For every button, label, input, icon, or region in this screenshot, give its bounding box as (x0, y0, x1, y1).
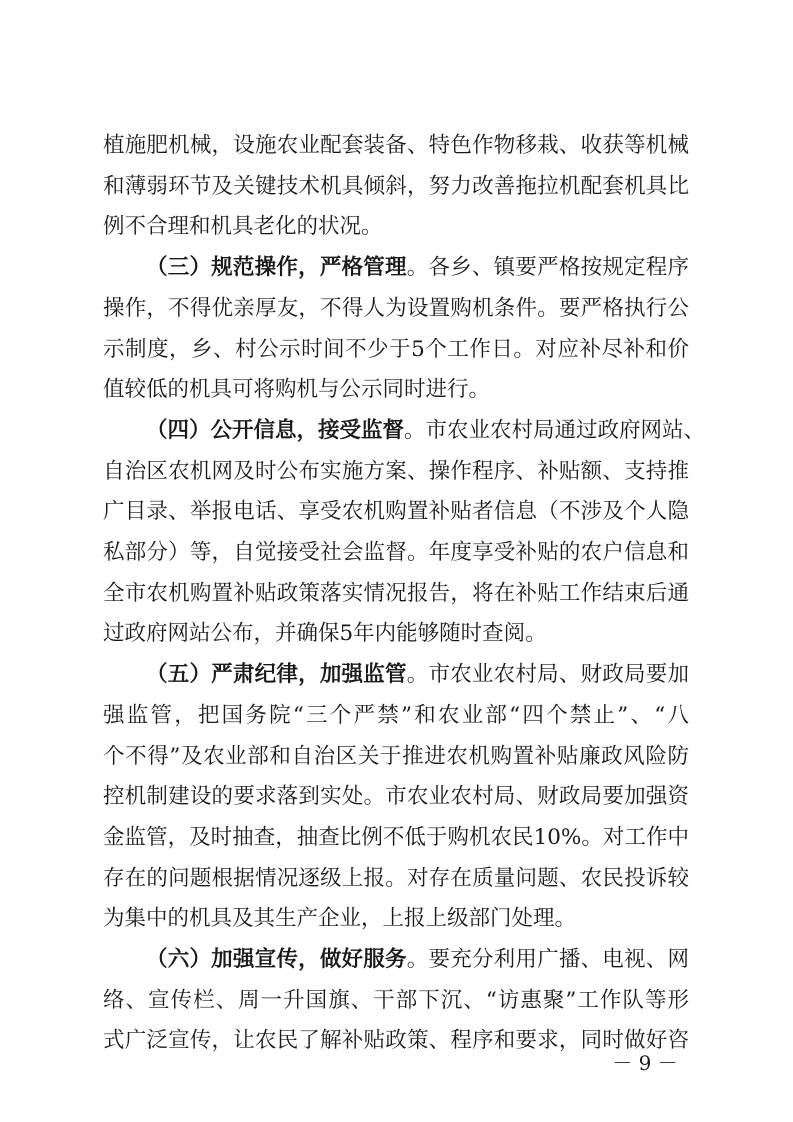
section-heading: （四）公开信息，接受监督 (146, 418, 405, 443)
text-line: 为集中的机具及其生产企业，上报上级部门处理。 (103, 906, 577, 931)
text-line: 例不合理和机具老化的状况。 (103, 214, 383, 239)
section-heading: （三）规范操作，严格管理 (146, 255, 407, 280)
section-heading: （六）加强宣传，做好服务 (146, 947, 407, 972)
text-line: 过政府网站公布，并确保5年内能够随时查阅。 (103, 621, 547, 646)
text-line: 全市农机购置补贴政策落实情况报告，将在补贴工作结束后通 (103, 581, 689, 606)
text-line: 操作，不得优亲厚友，不得人为设置购机条件。要严格执行公 (103, 296, 689, 321)
section-heading: （五）严肃纪律，加强监管 (146, 662, 407, 687)
text-line: 自治区农机网及时公布实施方案、操作程序、补贴额、支持推 (103, 459, 689, 484)
section-five-first-line (146, 657, 689, 693)
text-line: 私部分）等，自觉接受社会监督。年度享受补贴的农户信息和 (103, 540, 689, 565)
section-text: 。市农业农村局通过政府网站、 (404, 418, 706, 443)
section-six-first-line (146, 942, 689, 978)
text-line: 和薄弱环节及关键技术机具倾斜，努力改善拖拉机配套机具比 (103, 174, 689, 199)
section-four-first-line (146, 413, 706, 449)
page-number: － 9 － (612, 1051, 678, 1075)
text-line: 金监管，及时抽查，抽查比例不低于购机农民10%。对工作中 (103, 825, 689, 850)
section-three-first-line (146, 250, 689, 286)
text-line: 广目录、举报电话、享受农机购置补贴者信息（不涉及个人隐 (103, 499, 689, 524)
text-line: 植施肥机械，设施农业配套装备、特色作物移栽、收获等机械 (103, 133, 689, 158)
text-line: 存在的问题根据情况逐级上报。对存在质量问题、农民投诉较 (103, 866, 689, 891)
text-line: 个不得”及农业部和自治区关于推进农机购置补贴廉政风险防 (103, 744, 689, 769)
section-text: 。各乡、镇要严格按规定程序 (406, 255, 689, 280)
section-text: 。要充分利用广播、电视、网 (406, 947, 689, 972)
text-line: 络、宣传栏、周一升国旗、干部下沉、“访惠聚”工作队等形 (103, 988, 689, 1013)
section-text: 。市农业农村局、财政局要加 (406, 662, 689, 687)
text-line: 值较低的机具可将购机与公示同时进行。 (103, 377, 491, 402)
text-line: 控机制建设的要求落到实处。市农业农村局、财政局要加强资 (103, 784, 689, 809)
text-line: 示制度，乡、村公示时间不少于5个工作日。对应补尽补和价 (103, 337, 689, 362)
text-line: 强监管，把国务院“三个严禁”和农业部“四个禁止”、“八 (103, 703, 689, 728)
text-line: 式广泛宣传，让农民了解补贴政策、程序和要求，同时做好咨 (103, 1028, 689, 1053)
